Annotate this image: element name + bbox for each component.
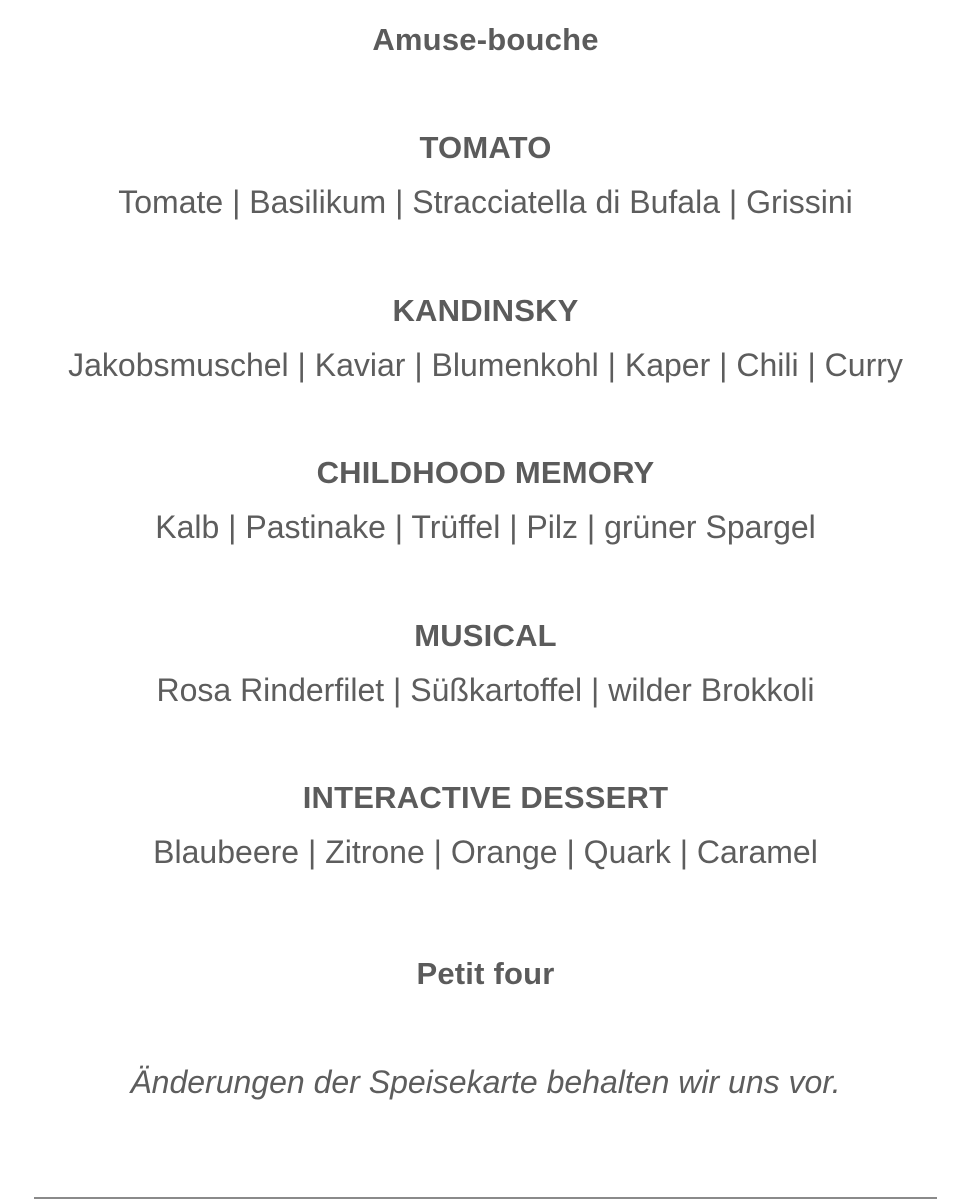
course-title-childhood-memory: CHILDHOOD MEMORY <box>316 455 655 490</box>
course-title-interactive-dessert: INTERACTIVE DESSERT <box>302 780 669 815</box>
menu-change-note: Änderungen der Speisekarte behalten wir uns vor. <box>130 1064 841 1100</box>
course-ingredients-tomato: Tomate | Basilikum | Stracciatella di Bufala | Grissini <box>118 184 853 220</box>
course-ingredients-kandinsky: Jakobsmuschel | Kaviar | Blumenkohl | Kaper | Chili | Curry <box>68 347 903 383</box>
course-ingredients-interactive-dessert: Blaubeere | Zitrone | Orange | Quark | Caramel <box>153 834 818 870</box>
amuse-bouche-heading: Amuse-bouche <box>372 22 599 57</box>
petit-four-heading: Petit four <box>416 956 555 991</box>
course-title-kandinsky: KANDINSKY <box>392 293 579 328</box>
footer-divider <box>34 1197 937 1199</box>
course-ingredients-musical: Rosa Rinderfilet | Süßkartoffel | wilder Brokkoli <box>156 672 815 708</box>
course-title-musical: MUSICAL <box>414 618 557 653</box>
course-ingredients-childhood-memory: Kalb | Pastinake | Trüffel | Pilz | grüner Spargel <box>155 509 816 545</box>
course-title-tomato: TOMATO <box>419 130 552 165</box>
